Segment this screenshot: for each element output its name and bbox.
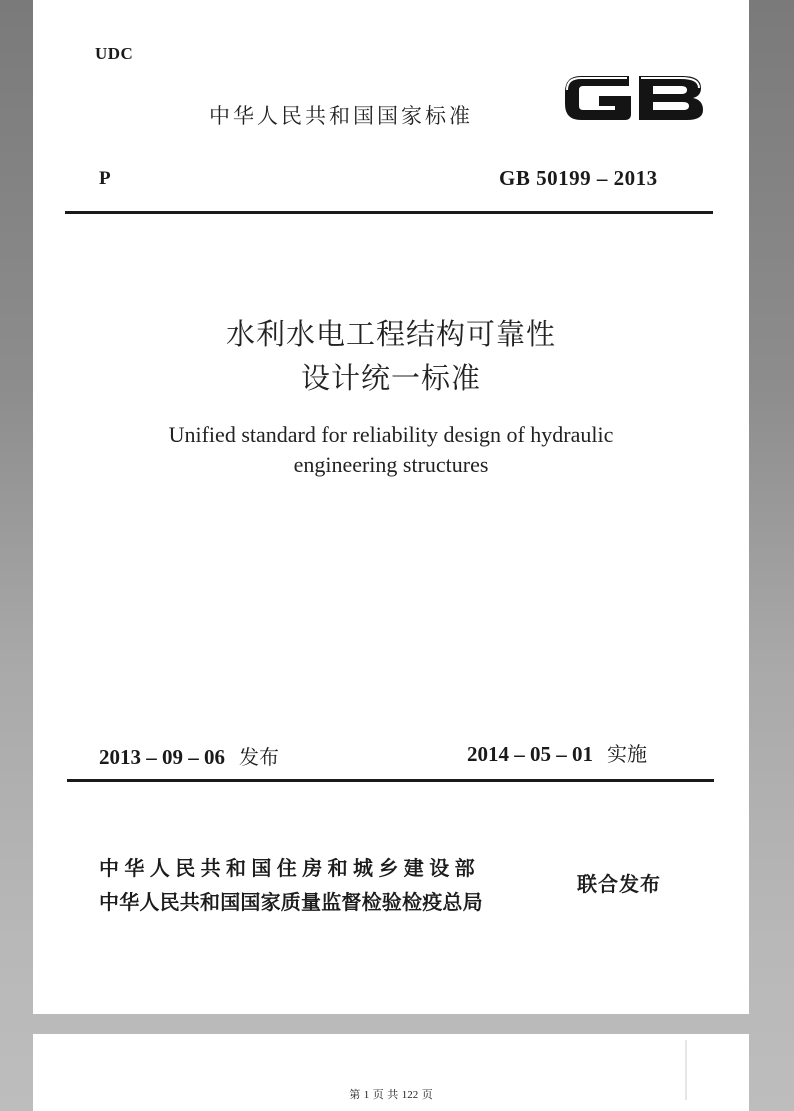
- gb-logo-icon: [559, 66, 709, 130]
- issue-date: 2013 – 09 – 06: [99, 745, 225, 769]
- page-prefix: 第: [349, 1088, 361, 1101]
- standard-number: GB 50199 – 2013: [499, 166, 658, 190]
- classification-code: P: [99, 168, 111, 189]
- page-suffix: 页: [421, 1088, 433, 1101]
- issue-label: 发布: [239, 745, 279, 769]
- title-english-line-2: engineering structures: [293, 452, 489, 477]
- udc-label: UDC: [95, 44, 134, 63]
- current-page-number: 1: [363, 1089, 370, 1101]
- total-page-count: 122: [401, 1089, 419, 1101]
- issuer-aqsiq: 中华人民共和国国家质量监督检验检疫总局: [99, 890, 483, 914]
- title-english-line-1: Unified standard for reliability design of hydraulic: [168, 422, 614, 447]
- cover-page: [33, 0, 749, 1014]
- title-chinese-line-1: 水利水电工程结构可靠性: [225, 317, 556, 351]
- title-chinese-line-2: 设计统一标准: [300, 361, 481, 395]
- joint-issue-label: 联合发布: [577, 872, 661, 896]
- next-page-strip: [33, 1034, 749, 1111]
- page-indicator: [33, 1086, 749, 1102]
- effective-date: 2014 – 05 – 01: [467, 742, 593, 766]
- issuer-ministry-housing: 中华人民共和国住房和城乡建设部: [99, 856, 480, 880]
- national-standard-heading: 中华人民共和国国家标准: [209, 104, 473, 128]
- page-middle: 页 共: [372, 1088, 399, 1101]
- top-divider: [65, 211, 713, 214]
- scan-artifact: [685, 1040, 687, 1100]
- effective-date-block: [467, 738, 647, 767]
- effective-label: 实施: [607, 742, 647, 766]
- bottom-divider: [67, 779, 714, 782]
- issue-date-block: [99, 741, 279, 770]
